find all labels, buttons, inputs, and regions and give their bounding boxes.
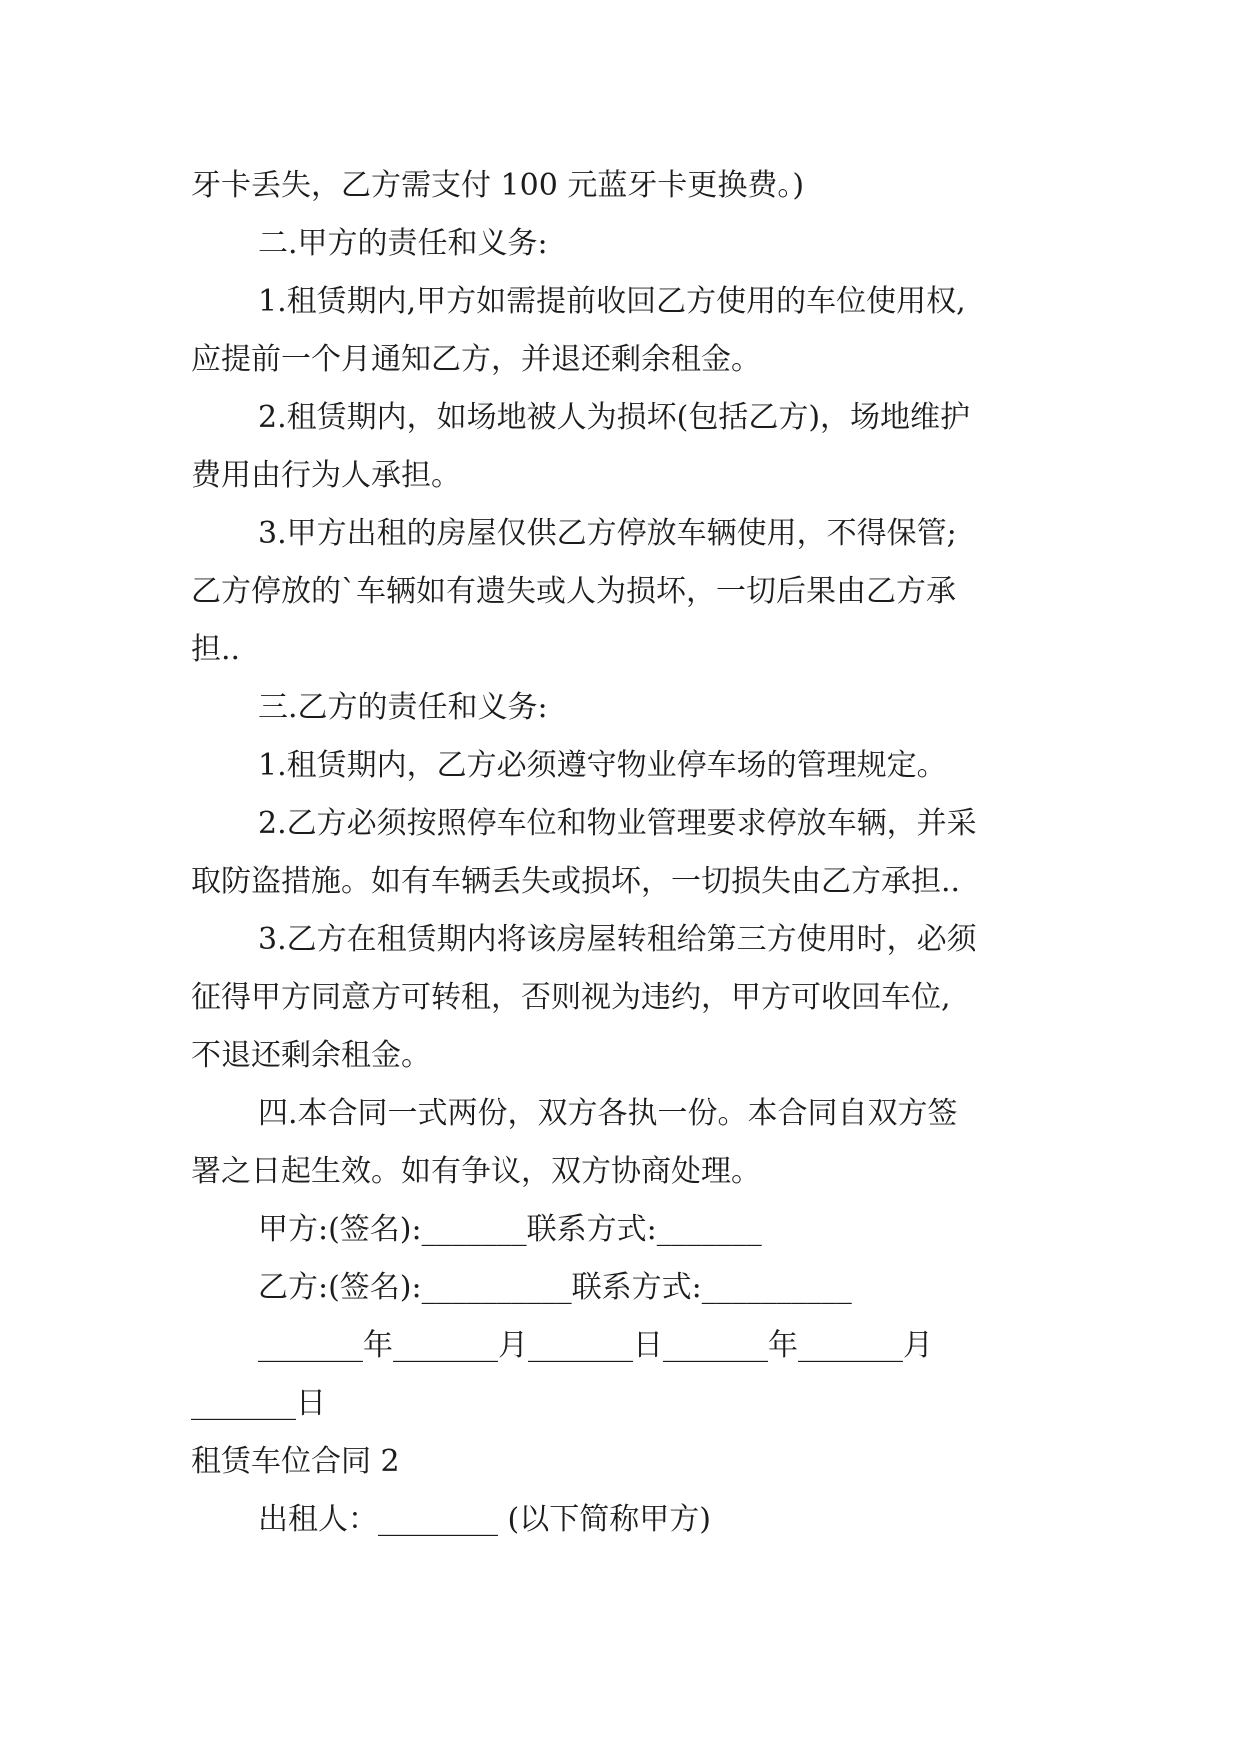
text-line: 应提前一个月通知乙方，并退还剩余租金。: [191, 342, 761, 377]
text-line: 费用由行为人承担。: [191, 458, 461, 493]
date-line: _______日: [191, 1386, 326, 1421]
text-line: 3.乙方在租赁期内将该房屋转租给第三方使用时，必须: [258, 922, 977, 957]
text-line: 不退还剩余租金。: [191, 1038, 431, 1073]
text-line: 四.本合同一式两份，双方各执一份。本合同自双方签: [258, 1096, 958, 1131]
text-line: 乙方停放的`车辆如有遗失或人为损坏，一切后果由乙方承: [191, 574, 956, 609]
text-line: 2.乙方必须按照停车位和物业管理要求停放车辆，并采: [258, 806, 977, 841]
text-line: 1.租赁期内，乙方必须遵守物业停车场的管理规定。: [258, 748, 947, 783]
text-line: 1.租赁期内,甲方如需提前收回乙方使用的车位使用权,: [258, 284, 966, 319]
text-line: 牙卡丢失，乙方需支付 100 元蓝牙卡更换费。): [191, 168, 805, 203]
lessor-line: 出租人：________ (以下简称甲方): [258, 1502, 711, 1537]
signature-line-party-a: 甲方:(签名):_______联系方式:_______: [258, 1212, 762, 1247]
text-line: 2.租赁期内，如场地被人为损坏(包括乙方)，场地维护: [258, 400, 971, 435]
contract-title: 租赁车位合同 2: [191, 1444, 400, 1479]
text-line: 3.甲方出租的房屋仅供乙方停放车辆使用，不得保管;: [258, 516, 957, 551]
text-line: 担..: [191, 632, 241, 667]
section-heading: 二.甲方的责任和义务:: [258, 226, 548, 261]
date-line: _______年_______月_______日_______年_______月: [258, 1328, 933, 1363]
section-heading: 三.乙方的责任和义务:: [258, 690, 548, 725]
text-line: 署之日起生效。如有争议，双方协商处理。: [191, 1154, 761, 1189]
text-line: 征得甲方同意方可转租，否则视为违约，甲方可收回车位,: [191, 980, 951, 1015]
signature-line-party-b: 乙方:(签名):__________联系方式:__________: [258, 1270, 852, 1305]
text-line: 取防盗措施。如有车辆丢失或损坏，一切损失由乙方承担..: [191, 864, 961, 899]
